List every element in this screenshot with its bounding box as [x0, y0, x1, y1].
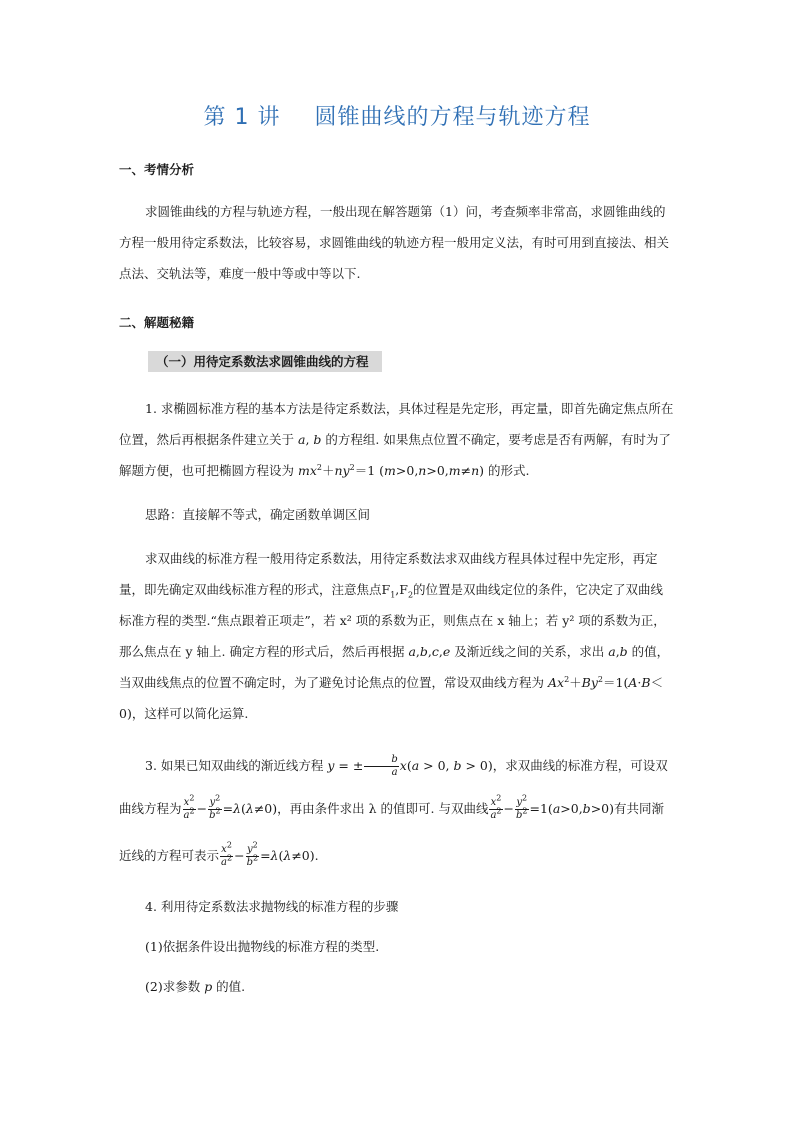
item2-paragraph: 求双曲线的标准方程一般用待定系数法，用待定系数法求双曲线方程具体过程中先定形，再定量，即先确定双曲线标准方程的形式，注意焦点$F_1,F_2$的位置是双曲线定位的条件，它决定了双曲线标准方程的类型.“焦点跟着正项走”，若 x² 项的系数为正，则焦点在 x 轴上；若 y² 项的系数为正，那么焦点在 y 轴上. 确定方程的形式后，然后再根据 a,b,c,e 及渐近线之间的关系，求出 a,b 的值，当双曲线焦点的位置不确定时，为了避免讨论焦点的位置，常设双曲线方程为 $Ax^2+By^2=1(A\cdot B<0)$，这样可以简化运算. — [119, 551, 670, 721]
item4-line: 4. 利用待定系数法求抛物线的标准方程的步骤 — [145, 899, 399, 914]
item3-line2: 曲线方程为 $\frac{x^2}{a^2}$ − $\frac{y^2}{b^2}$ =λ(λ≠0)，再由条件求出 λ 的值即可. 与双曲线 $\frac{x^2}{a^2}$ − $\frac{y^2}{b^2}$ =1(a>0,b>0)有共同渐 — [119, 793, 665, 821]
lecture-number: 第 1 讲 — [203, 105, 281, 130]
step1-line: (1)依据条件设出抛物线的标准方程的类型. — [145, 939, 380, 954]
sup-2a: ² — [346, 613, 352, 628]
subsection-heading: （一）用待定系数法求圆锥曲线的方程 — [148, 351, 382, 372]
item1-paragraph: 1. 求椭圆标准方程的基本方法是待定系数法，具体过程是先定形，再定量，即首先确定焦点所在位置，然后再根据条件建立关于 a, b 的方程组. 如果焦点位置不确定，要考虑是否有两解，有时为了解题方便，也可把椭圆方程设为 $mx^2+ny^2=1$ (m>0,n>0,m≠n) 的形式. — [119, 401, 674, 478]
analysis-paragraph: 求圆锥曲线的方程与轨迹方程，一般出现在解答题第（1）问，考查频率非常高，求圆锥曲线的方程一般用待定系数法，比较容易，求圆锥曲线的轨迹方程一般用定义法，有时可用到直接法、相关点法、交轨法等，难度一般中等或中等以下. — [119, 204, 670, 281]
section-heading-analysis: 一、考情分析 — [119, 162, 195, 177]
idea-line: 思路：直接解不等式，确定函数单调区间 — [145, 507, 371, 522]
item3-line1: 3. 如果已知双曲线的渐近线方程 y = ± $\frac{b}{a}$ x(a > 0, b > 0)，求双曲线的标准方程，可设双 — [145, 754, 668, 778]
section-heading-secrets: 二、解题秘籍 — [119, 315, 195, 330]
sup-2b: ² — [569, 613, 575, 628]
item3-line3: 近线的方程可表示 $\frac{x^2}{a^2}$ − $\frac{y^2}{b^2}$ =λ(λ≠0). — [119, 840, 319, 868]
lecture-topic: 圆锥曲线的方程与轨迹方程 — [314, 105, 591, 130]
page-title — [0, 100, 794, 131]
step2-line: (2)求参数 p 的值. — [145, 979, 246, 994]
